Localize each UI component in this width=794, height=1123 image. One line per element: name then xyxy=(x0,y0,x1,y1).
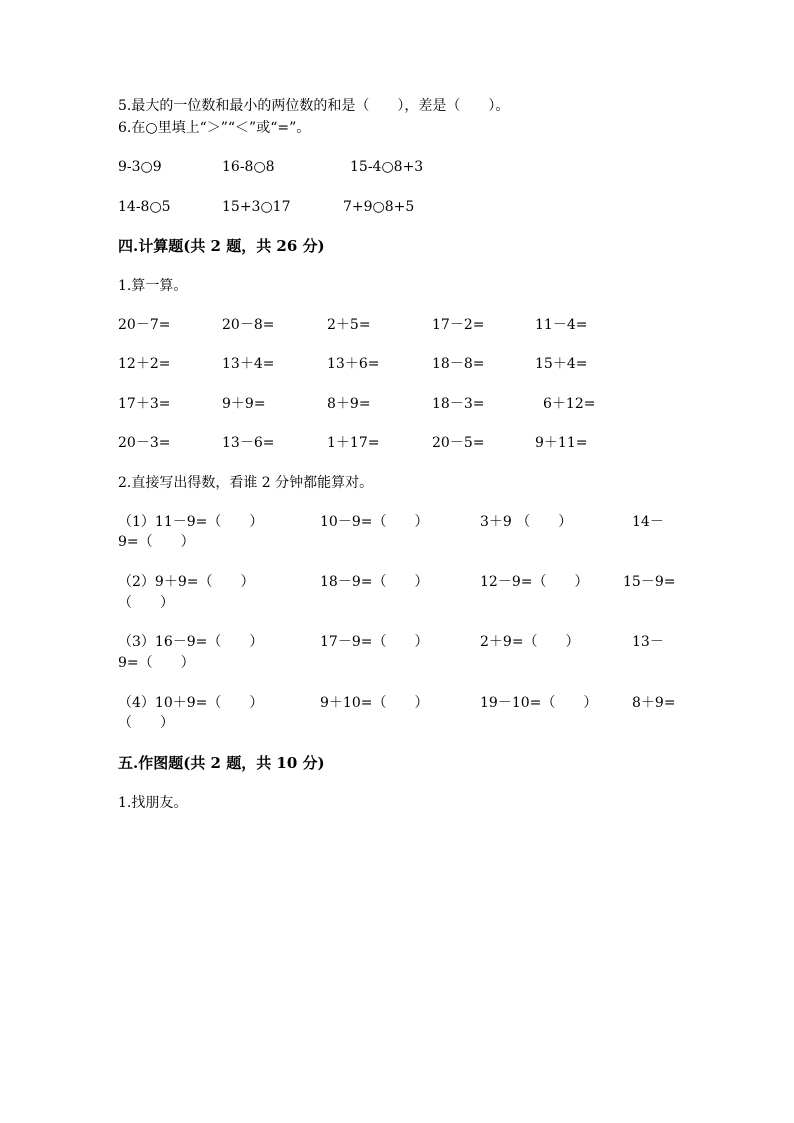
calc2-wrap: 9=（ ） xyxy=(118,534,195,550)
calc-item: 17＋3= xyxy=(118,396,171,412)
calc2-item: 17－9=（ ） xyxy=(320,634,429,650)
question-6: 6.在○里填上“＞”“＜”或“=”。 xyxy=(118,120,311,136)
compare-item: 15-4○8+3 xyxy=(350,159,424,175)
calc2-item: 14－ xyxy=(632,514,664,530)
calc-item: 13＋4= xyxy=(222,356,275,372)
calc2-item: 9＋10=（ ） xyxy=(320,695,429,711)
calc-item: 11－4= xyxy=(535,317,588,333)
calc2-wrap: （ ） xyxy=(118,595,174,611)
calc-item: 18－8= xyxy=(432,356,485,372)
calc2-item: 3＋9 （ ） xyxy=(480,514,573,530)
calc2-item: 13－ xyxy=(632,634,664,650)
section-4-heading: 四.计算题(共 2 题，共 26 分) xyxy=(118,237,325,255)
calc-item: 20－5= xyxy=(432,435,485,451)
calc-item: 17－2= xyxy=(432,317,485,333)
calc-item: 9＋11= xyxy=(535,435,588,451)
calc2-item: 18－9=（ ） xyxy=(320,574,429,590)
calc2-item: （1）11－9=（ ） xyxy=(118,514,264,530)
compare-item: 9-3○9 xyxy=(118,159,162,175)
calc-item: 13＋6= xyxy=(327,356,380,372)
calc2-item: 19－10=（ ） xyxy=(480,695,598,711)
calc-item: 15＋4= xyxy=(535,356,588,372)
compare-item: 7+9○8+5 xyxy=(343,199,415,215)
calc2-item: 12－9=（ ） xyxy=(480,574,589,590)
calc-item: 20－3= xyxy=(118,435,171,451)
calc2-item: 2＋9=（ ） xyxy=(480,634,580,650)
calc2-item: 8＋9= xyxy=(632,695,676,711)
calc-2-title: 2.直接写出得数，看谁 2 分钟都能算对。 xyxy=(118,475,374,491)
calc-item: 18－3= xyxy=(432,396,485,412)
calc2-item: （2）9＋9=（ ） xyxy=(118,574,255,590)
calc-item: 1＋17= xyxy=(327,435,380,451)
draw-1-title: 1.找朋友。 xyxy=(118,795,188,811)
calc-item: 8＋9= xyxy=(327,396,371,412)
calc2-item: （3）16－9=（ ） xyxy=(118,634,264,650)
calc-item: 12＋2= xyxy=(118,356,171,372)
calc-item: 6＋12= xyxy=(543,396,596,412)
calc-item: 20－7= xyxy=(118,317,171,333)
calc-item: 9＋9= xyxy=(222,396,266,412)
compare-item: 14-8○5 xyxy=(118,199,171,215)
calc-1-title: 1.算一算。 xyxy=(118,278,188,294)
question-5: 5.最大的一位数和最小的两位数的和是（ ），差是（ ）。 xyxy=(118,98,510,114)
calc2-wrap: 9=（ ） xyxy=(118,655,195,671)
calc2-item: 10－9=（ ） xyxy=(320,514,429,530)
calc-item: 2＋5= xyxy=(327,317,371,333)
calc2-item: （4）10＋9=（ ） xyxy=(118,695,264,711)
calc-item: 20－8= xyxy=(222,317,275,333)
section-5-heading: 五.作图题(共 2 题，共 10 分) xyxy=(118,754,325,772)
calc-item: 13－6= xyxy=(222,435,275,451)
calc2-item: 15－9= xyxy=(623,574,676,590)
compare-item: 15+3○17 xyxy=(222,199,291,215)
calc2-wrap: （ ） xyxy=(118,715,174,731)
compare-item: 16-8○8 xyxy=(222,159,275,175)
